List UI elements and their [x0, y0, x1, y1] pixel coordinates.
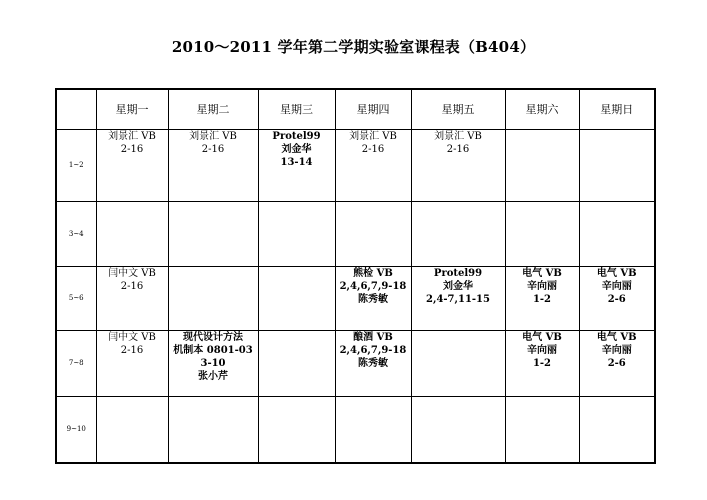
schedule-cell-fri [411, 330, 505, 396]
schedule-cell-thu [335, 396, 411, 463]
cell-line: 2-16 [201, 143, 225, 155]
schedule-cell-thu [335, 129, 411, 201]
schedule-cell-sat [505, 266, 579, 330]
cell-line: 2-16 [446, 143, 470, 155]
cell-line: 刘景汇 VB [434, 130, 482, 142]
cell-line: 刘金华 [443, 280, 473, 292]
cell-line: 2-16 [120, 143, 144, 155]
cell-line: 机制本 0801-03 [173, 344, 253, 356]
schedule-table [55, 88, 656, 464]
cell-line: 2-16 [361, 143, 385, 155]
schedule-cell-sat [505, 396, 579, 463]
schedule-cell-fri [411, 396, 505, 463]
period-label: 9~10 [56, 396, 96, 463]
day-header-mon: 星期一 [96, 89, 168, 129]
schedule-cell-sat [505, 330, 579, 396]
day-header-fri: 星期五 [411, 89, 505, 129]
schedule-cell-wed [258, 266, 335, 330]
day-header-sun: 星期日 [579, 89, 655, 129]
cell-line: 刘景汇 VB [349, 130, 397, 142]
schedule-cell-fri [411, 201, 505, 266]
schedule-cell-mon [96, 330, 168, 396]
cell-line: 电气 VB [522, 331, 562, 343]
cell-line: 闫中文 VB [108, 267, 156, 279]
schedule-cell-wed [258, 396, 335, 463]
schedule-cell-wed [258, 330, 335, 396]
cell-line: 刘景汇 VB [189, 130, 237, 142]
schedule-cell-thu [335, 201, 411, 266]
cell-line: 闫中文 VB [108, 331, 156, 343]
cell-line: 电气 VB [522, 267, 562, 279]
cell-line: 辛向丽 [527, 280, 557, 292]
schedule-cell-sat [505, 201, 579, 266]
table-row [56, 266, 655, 330]
cell-line: 陈秀敏 [358, 357, 388, 369]
cell-line: 2-6 [607, 357, 626, 369]
schedule-cell-tue [168, 129, 258, 201]
cell-line: 辛向丽 [601, 280, 632, 292]
schedule-cell-sun [579, 201, 655, 266]
cell-line: 张小芹 [198, 370, 228, 382]
schedule-cell-thu [335, 330, 411, 396]
schedule-cell-tue [168, 330, 258, 396]
table-row [56, 201, 655, 266]
period-label: 3~4 [56, 201, 96, 266]
cell-line: 2-16 [120, 280, 144, 292]
cell-line: Protel99 [272, 130, 321, 142]
cell-line: 2-16 [120, 344, 144, 356]
schedule-cell-tue [168, 201, 258, 266]
cell-line: 电气 VB [596, 331, 637, 343]
period-label: 7~8 [56, 330, 96, 396]
cell-line: 辛向丽 [527, 344, 557, 356]
schedule-cell-thu [335, 266, 411, 330]
cell-line: 现代设计方法 [183, 331, 243, 343]
cell-line: 熊检 VB [353, 267, 393, 279]
schedule-cell-fri [411, 129, 505, 201]
header-row [56, 89, 655, 129]
day-header-wed: 星期三 [258, 89, 335, 129]
schedule-cell-sun [579, 396, 655, 463]
cell-line: 3-10 [200, 357, 226, 369]
page-title: 2010～2011 学年第二学期实验室课程表（B404） [171, 38, 536, 56]
corner-cell [56, 89, 96, 129]
cell-line: 陈秀敏 [358, 293, 388, 305]
table-row [56, 396, 655, 463]
table-row [56, 129, 655, 201]
schedule-cell-tue [168, 266, 258, 330]
cell-line: 2,4-7,11-15 [426, 293, 490, 305]
cell-line: 2-6 [607, 293, 626, 305]
cell-line: 刘景汇 VB [108, 130, 156, 142]
table-row [56, 330, 655, 396]
cell-line: 2,4,6,7,9-18 [339, 280, 407, 292]
schedule-cell-mon [96, 266, 168, 330]
cell-line: 13-14 [280, 156, 313, 168]
schedule-cell-fri [411, 266, 505, 330]
cell-line: Protel99 [433, 267, 483, 279]
cell-line: 辛向丽 [601, 344, 632, 356]
schedule-cell-wed [258, 201, 335, 266]
schedule-cell-wed [258, 129, 335, 201]
schedule-cell-mon [96, 201, 168, 266]
period-label: 1~2 [56, 129, 96, 201]
day-header-sat: 星期六 [505, 89, 579, 129]
cell-line: 2,4,6,7,9-18 [339, 344, 407, 356]
cell-line: 酿酒 VB [353, 331, 393, 343]
schedule-cell-tue [168, 396, 258, 463]
schedule-cell-sun [579, 330, 655, 396]
schedule-cell-sun [579, 266, 655, 330]
schedule-cell-mon [96, 129, 168, 201]
cell-line: 电气 VB [596, 267, 637, 279]
day-header-tue: 星期二 [168, 89, 258, 129]
cell-line: 1-2 [532, 293, 552, 305]
schedule-cell-sun [579, 129, 655, 201]
day-header-thu: 星期四 [335, 89, 411, 129]
period-label: 5~6 [56, 266, 96, 330]
schedule-cell-mon [96, 396, 168, 463]
schedule-cell-sat [505, 129, 579, 201]
cell-line: 1-2 [532, 357, 552, 369]
cell-line: 刘金华 [281, 143, 312, 155]
